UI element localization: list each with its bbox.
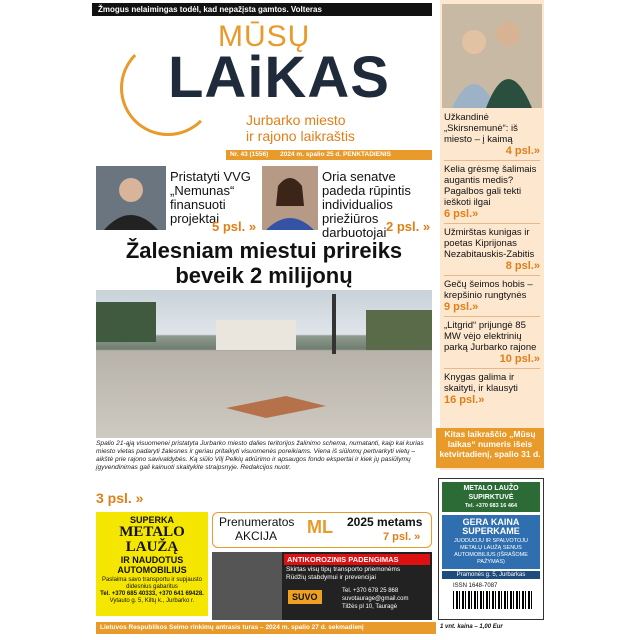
car-underside-photo xyxy=(212,552,282,620)
logo-top-word: MŪSŲ xyxy=(218,20,311,53)
issue-number: Nr. 43 (1556) xyxy=(230,151,269,158)
quote-bar: Žmogus nelaimingas todėl, kad nepažįsta gamtos. Volteras xyxy=(92,3,432,16)
headline-page-link[interactable]: 3 psl. » xyxy=(96,490,144,506)
teaser-2-page[interactable]: 2 psl. » xyxy=(386,219,431,234)
ad-phone: Tel. +370 683 16 464 xyxy=(464,503,518,509)
teaser-1-title[interactable]: Pristatyti VVG „Nemunas“ finansuoti projektai xyxy=(170,169,251,226)
person-photo-icon xyxy=(262,166,318,230)
ad-bullet: Skirtas visų tipų transporto priemonėms xyxy=(286,566,401,573)
ad-scrap-brand xyxy=(442,482,540,512)
ad-line: IR NAUDOTUS xyxy=(120,555,184,565)
teaser-1-photo[interactable] xyxy=(96,166,166,230)
sidebar-item-page: 16 psl.» xyxy=(444,394,485,406)
ad-subscription-right1: 2025 metams xyxy=(347,515,423,529)
sidebar-item-text: „Litgrid“ prijungė 85 MW vėjo elektrinių parką Jurbarko rajone xyxy=(444,320,537,353)
sidebar-item-page: 10 psl.» xyxy=(499,353,540,365)
sidebar-item-text: Gečų šeimos hobis – krepšinio rungtynės xyxy=(444,279,533,301)
ad-scrap-body xyxy=(442,515,540,569)
divider xyxy=(444,160,540,161)
photo-caption: Spalio 21-ąją visuomenei pristatyta Jurbarko miesto dalies teritorijos žalinimo schema, numatanti, kaip kai kurias miesto vietas padaryti žalesnes ir geriau pritaikyti visuomenės poreikiams. Viena iš siūlomų pertvarkyti vietų – aikštė prie rajono savivaldybės. Ką siūlo Vilį Pelkių atkūrimo ir apsaugos fondo ekspertai ir kiek jų pasiūlymų įgyvendinimas gali kainuoti skaitykite straipsnyje. Redakcijos nuotr. xyxy=(96,440,424,471)
next-issue-box: Kitas laikraščio „Mūsų laikas“ numeris išeis ketvirtadienį, spalio 31 d. xyxy=(436,428,544,468)
ad-bullet: Rūdžių stabdymui ir prevencijai xyxy=(286,574,376,581)
ad-scrap-yard[interactable] xyxy=(438,478,544,620)
sidebar-item[interactable] xyxy=(444,112,540,157)
ad-subscription[interactable] xyxy=(212,512,432,548)
divider xyxy=(444,368,540,369)
ad-address: Tilžės pl 10, Tauragė xyxy=(342,604,398,610)
sidebar-item[interactable] xyxy=(444,279,540,313)
sidebar-item[interactable] xyxy=(444,227,540,272)
ad-subscription-left1: Prenumeratos xyxy=(219,515,295,529)
sidebar-item-page: 4 psl.» xyxy=(505,145,540,157)
tagline-line-2: ir rajono laikraštis xyxy=(246,128,355,144)
ad-brand: SUVO xyxy=(288,590,322,604)
barcode-icon xyxy=(453,591,533,609)
issn-label: ISSN 1648-7087 xyxy=(453,583,498,589)
ad-subscription-left2: AKCIJA xyxy=(235,529,278,543)
couple-photo-icon xyxy=(442,4,542,108)
ad-subscription-page: 7 psl. » xyxy=(383,531,421,543)
sidebar-item-page: 9 psl.» xyxy=(444,301,479,313)
sidebar-item-text: Kelia grėsmę šalimais augantis medis? Pagalbos gali tekti ieškoti ilgai xyxy=(444,164,537,208)
sidebar-item[interactable] xyxy=(444,320,540,365)
issue-bar xyxy=(226,150,432,160)
ad-phone: Tel. +370 678 25 868 xyxy=(342,588,399,594)
ad-line: SUPERKA xyxy=(129,515,174,525)
sidebar-photo[interactable] xyxy=(442,4,542,108)
sidebar-item-text: Knygas galima ir skaityti, ir klausyti xyxy=(444,372,518,394)
ad-body-text: JUODUOJU IR SPALVOTOJU METALŲ LAUŽĄ SENUS AUTOMOBILIUS (IŠRAŠOME PAŽYMAS) xyxy=(454,538,528,565)
ad-line: Paslaima savo transportu ir supjausto didesnius gabaritus xyxy=(101,577,203,590)
logo-main-word: LAiKAS xyxy=(168,45,390,110)
ad-anticorrosion-title: ANTIKOROZINIS PADENGIMAS xyxy=(284,554,430,565)
ad-phone: Tel. +370 685 40333, +370 641 69428. xyxy=(100,591,204,597)
ad-brand-line: METALO LAUŽO xyxy=(463,485,519,492)
teaser-1-page[interactable]: 5 psl. » xyxy=(212,219,257,234)
ad-address: Vytauto g. 5, Kiltų k., Jurbarko r. xyxy=(109,598,195,604)
teaser-2-title[interactable]: Oria senatve padeda rūpintis individualios priežiūros darbuotojai xyxy=(322,169,411,240)
sidebar-item-page: 6 psl.» xyxy=(444,208,479,220)
sidebar-item-text: Užmirštas kunigas ir poetas Kiprijonas Nezabitauskis-Zabitis xyxy=(444,227,535,260)
ad-metal-scrap[interactable] xyxy=(96,512,208,616)
person-photo-icon xyxy=(96,166,166,230)
town-square-photo xyxy=(96,290,432,438)
sidebar-item[interactable] xyxy=(444,372,540,406)
sidebar-list xyxy=(444,112,540,406)
ad-address: Pramonės g. 5, Jurbarkas xyxy=(442,571,540,579)
divider xyxy=(444,223,540,224)
sidebar-item-text: Užkandinė „Skirsnemunė“: iš miesto – į kaimą xyxy=(444,112,518,145)
ad-line: AUTOMOBILIUS xyxy=(117,565,187,575)
main-headline[interactable]: Žalesniam miestui prireiks beveik 2 milijonų xyxy=(125,238,403,288)
tagline-line-1: Jurbarko miesto xyxy=(246,112,346,128)
price-label: 1 vnt. kaina – 1,00 Eur xyxy=(440,624,503,630)
issue-date: 2024 m. spalio 25 d. PENKTADIENIS xyxy=(280,151,391,158)
footer-bar: Lietuvos Respublikos Seimo rinkimų antrasis turas – 2024 m. spalio 27 d. sekmadienį xyxy=(96,622,436,634)
ad-line: METALO xyxy=(119,524,185,540)
logo-mini-icon: ML xyxy=(307,517,333,537)
ad-brand-line: SUPIRKTUVĖ xyxy=(468,494,514,501)
ad-line: LAUŽĄ xyxy=(125,539,179,555)
teaser-2-photo[interactable] xyxy=(262,166,318,230)
ad-title-line: SUPERKAME xyxy=(462,526,520,536)
sidebar-item-page: 8 psl.» xyxy=(505,260,540,272)
ad-anticorrosion[interactable] xyxy=(212,552,432,620)
main-photo[interactable] xyxy=(96,290,432,438)
ad-title-line: GERA KAINA xyxy=(462,517,520,527)
divider xyxy=(444,316,540,317)
divider xyxy=(444,275,540,276)
sidebar-item[interactable] xyxy=(444,164,540,220)
ad-email: suvotaurage@gmail.com xyxy=(342,596,409,602)
